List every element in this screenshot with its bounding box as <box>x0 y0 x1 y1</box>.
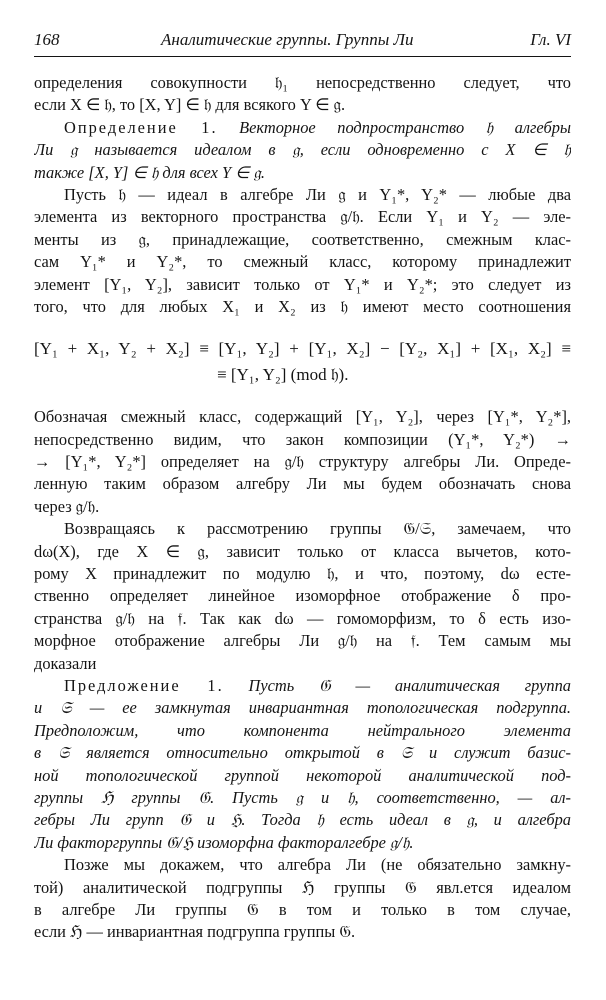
proposition-1 <box>34 675 571 854</box>
text-line: если X ∈ 𝔥, то [X, Y] ∈ 𝔥 для всякого Y ∈ 𝔤. <box>34 95 346 115</box>
text-line: рому X принадлежит по модулю 𝔥, и что, поэтому, dω есте- <box>34 564 571 584</box>
text-line: сам Y₁* и Y₂*, то смежный класс, которому принадлежит <box>34 252 571 272</box>
text-line: того, что для любых X₁ и X₂ из 𝔥 имеют место соотношения <box>34 296 571 316</box>
text-line: той) аналитической подгруппы ℌ группы 𝔊 явл.ется идеалом <box>34 877 571 897</box>
text-line: в алгебре Ли группы 𝔊 в том и только в том случае, <box>34 899 571 919</box>
text-line: группы ℌ группы 𝔊. Пусть 𝔤 и 𝔥, соответственно, — ал- <box>34 787 571 807</box>
text-line <box>34 675 571 697</box>
text-line: в 𝔖 является относительно открытой в 𝔖 и служит базис- <box>34 743 571 763</box>
text-line: Пусть 𝔥 — идеал в алгебре Ли 𝔤 и Y₁*, Y₂* — любые два <box>64 184 571 204</box>
text-line: через 𝔤/𝔥. <box>34 496 100 516</box>
text-line: Ли 𝔤 называется идеалом в 𝔤, если одновременно с X ∈ 𝔥 <box>34 140 571 160</box>
definition-text: Векторное подпространство 𝔥 алгебры <box>239 117 571 137</box>
formula-line-2: ≡ [Y₁, Y₂] (mod 𝔥). <box>217 365 349 385</box>
text-line: морфное отображение алгебры Ли 𝔤/𝔥 на 𝔣. Тем самым мы <box>34 631 571 651</box>
text-line: Предположим, что компонента нейтрального элемента <box>34 720 571 740</box>
text-line: менты из 𝔤, принадлежащие, соответственно, смежным клас- <box>34 229 571 249</box>
paragraph-later <box>34 854 571 944</box>
paragraph-group <box>34 518 571 675</box>
definition-1 <box>34 117 571 184</box>
text-line: ленную таким образом алгебру Ли мы будем обозначать снова <box>34 474 571 494</box>
text-line: ственно определяет линейное изоморфное отображение δ про- <box>34 586 571 606</box>
text-line: также [X, Y] ∈ 𝔥 для всех Y ∈ 𝔤. <box>34 162 265 182</box>
text-line: Позже мы докажем, что алгебра Ли (не обязательно замкну- <box>64 855 571 875</box>
page-body <box>34 72 571 944</box>
text-line: если ℌ — инвариантная подгруппа группы 𝔊. <box>34 922 356 942</box>
text-line: → [Y₁*, Y₂*] определяет на 𝔤/𝔥 структуру алгебры Ли. Опреде- <box>34 452 571 472</box>
text-line: dω(X), где X ∈ 𝔤, зависит только от класса вычетов, кото- <box>34 541 571 561</box>
definition-label: Определение 1. <box>64 117 218 137</box>
text-line: странства 𝔤/𝔥 на 𝔣. Так как dω — гомоморфизм, то δ есть изо- <box>34 608 571 628</box>
text-line: непосредственно видим, что закон композиции (Y₁*, Y₂*) → <box>34 429 571 449</box>
header-rule <box>34 56 571 57</box>
text-line: доказали <box>34 653 97 673</box>
page-number: 168 <box>34 30 60 49</box>
text-line <box>34 117 571 139</box>
text-line: Обозначая смежный класс, содержащий [Y₁, Y₂], через [Y₁*, Y₂*], <box>34 407 571 427</box>
formula-line-1: [Y₁ + X₁, Y₂ + X₂] ≡ [Y₁, Y₂] + [Y₁, X₂] − [Y₂, X₁] + [X₁, X₂] ≡ <box>34 339 571 359</box>
text-line: ной топологической группой некоторой аналитической под- <box>34 765 571 785</box>
running-title: Аналитические группы. Группы Ли <box>161 30 414 49</box>
text-line: элемент [Y₁, Y₂], зависит только от Y₁* и Y₂*; это следует из <box>34 274 571 294</box>
text-line: Возвращаясь к рассмотрению группы 𝔊/𝔖, замечаем, что <box>64 519 571 539</box>
text-line: и 𝔖 — ее замкнутая инвариантная топологическая подгруппа. <box>34 698 571 718</box>
text-line: элемента из векторного пространства 𝔤/𝔥. Если Y₁ и Y₂ — эле- <box>34 207 571 227</box>
text-line: Ли факторгруппы 𝔊/ℌ изоморфна факторалгебре 𝔤/𝔥. <box>34 832 414 852</box>
proposition-text: Пусть 𝔊 — аналитическая группа <box>248 675 571 695</box>
text-line: определения совокупности 𝔥₁ непосредственно следует, что <box>34 73 571 92</box>
chapter-label: Гл. VI <box>530 30 571 49</box>
running-header <box>34 30 571 52</box>
text-line: гебры Ли групп 𝔊 и ℌ. Тогда 𝔥 есть идеал в 𝔤, и алгебра <box>34 810 571 830</box>
paragraph-coset <box>34 406 571 518</box>
paragraph-intro <box>34 72 571 117</box>
paragraph-ideal <box>34 184 571 318</box>
proposition-label: Предложение 1. <box>64 675 224 695</box>
